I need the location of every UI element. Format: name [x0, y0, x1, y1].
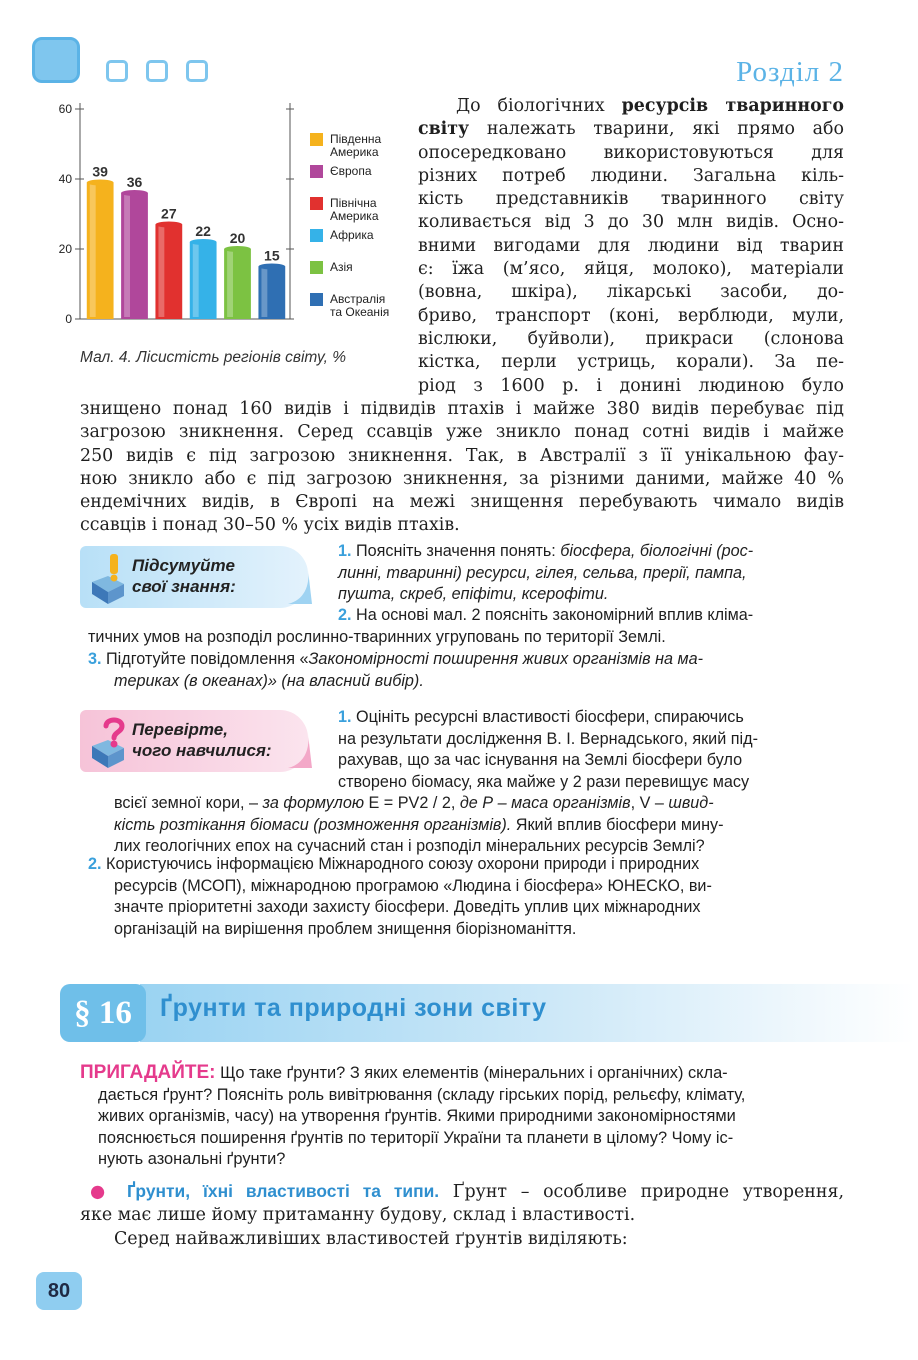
- svg-text:Америка: Америка: [330, 209, 379, 223]
- chart-bar: [190, 239, 217, 319]
- y-tick-label: 20: [58, 242, 72, 256]
- legend-item: [310, 292, 389, 319]
- check-banner: [80, 710, 308, 772]
- intro-line: світу належать тварини, які прямо або: [418, 119, 844, 140]
- svg-text:Азія: Азія: [330, 260, 353, 274]
- chapter-label: Розділ 2: [736, 56, 844, 88]
- check-banner-line: Перевірте,: [132, 720, 228, 739]
- intro-line: опосередковано використовуються для: [418, 142, 844, 163]
- summary-banner-line: Підсумуйте: [132, 556, 235, 575]
- bar-data-label: 27: [161, 205, 177, 222]
- svg-text:Австралія: Австралія: [330, 292, 386, 306]
- legend-item: [310, 196, 379, 223]
- soils-heading: Ґрунти, їхні властивості та типи.: [126, 1181, 440, 1201]
- decorative-square-small: [106, 60, 128, 82]
- page-curl-icon: [286, 550, 312, 604]
- chart-bar: [155, 222, 182, 320]
- intro-paragraph: [418, 95, 844, 398]
- intro-line: кістка, перли устриць, корали). За пе-: [418, 352, 844, 373]
- legend-swatch: [310, 229, 323, 242]
- section-number: § 16: [60, 984, 146, 1042]
- legend-swatch: [310, 165, 323, 178]
- legend-swatch: [310, 293, 323, 306]
- legend-item: [310, 228, 374, 242]
- chart-bar: [87, 180, 114, 320]
- bar-data-label: 36: [126, 174, 143, 190]
- intro-line: є: їжа (м’ясо, яйця, молоко), матеріали: [418, 259, 844, 280]
- y-tick-label: 60: [58, 102, 72, 116]
- bar-data-label: 22: [195, 223, 211, 239]
- summary-task-3: 3. Підготуйте повідомлення «Закономірності поширення живих організмів на ма- териках (в океанах)» (на власний вибір).: [88, 650, 703, 690]
- legend-item: [310, 260, 353, 274]
- legend-swatch: [310, 197, 323, 210]
- legend-item: [310, 164, 372, 178]
- intro-line: різних потреб людини. Загальна кіль-: [418, 165, 844, 186]
- body-line: ендемічних видів, в Європі на межі знищення перебувають чимало видів: [80, 492, 844, 513]
- body-line: загрозою зникнення. Серед ссавців уже зникло понад сотні видів і майже: [80, 422, 844, 443]
- y-tick-label: 40: [58, 172, 72, 186]
- intro-line: ріод з 1600 р. і донині людиною було: [418, 375, 844, 396]
- decorative-square-small: [186, 60, 208, 82]
- recall-block: ПРИГАДАЙТЕ: Що таке ґрунти? З яких елементів (мінеральних і органічних) скла- дається ґрунт? Поясніть роль вивітрювання (складу гірських порід, рельєфу, клімату, живих організмів, часу) на утворення ґрунтів. Якими природними закономірностями пояснюється поширення ґрунтів по території України та планети в цілому? Чому іс- нують азональні ґрунти?: [80, 1062, 746, 1169]
- body-line: ссавців і понад 30–50 % усіх видів птахів.: [80, 515, 460, 536]
- svg-text:та Океанія: та Океанія: [330, 305, 390, 319]
- question-icon: [88, 716, 130, 768]
- intro-line: коливається від 3 до 30 млн видів. Осно-: [418, 212, 844, 233]
- recall-label: ПРИГАДАЙТЕ:: [80, 1062, 216, 1083]
- exclamation-icon: [88, 552, 130, 604]
- check-task-2: 2. Користуючись інформацією Міжнародного союзу охорони природи і природних ресурсів (МСОП), міжнародною програмою «Людина і біосфера» ЮНЕСКО, ви- значте пріоритетні заходи захисту біосфери. Доведіть уплив цих міжнародних організацій на вирішення проблем знищення біорізноманіття.: [88, 855, 712, 938]
- intro-line: бриво, транспорт (коні, верблюди, мули,: [418, 305, 844, 326]
- legend-swatch: [310, 261, 323, 274]
- svg-text:Європа: Європа: [330, 164, 372, 178]
- svg-text:Південна: Південна: [330, 132, 382, 146]
- chart-caption: Мал. 4. Лісистість регіонів світу, %: [80, 349, 347, 366]
- summary-task-1: 1. Поясніть значення понять: біосфера, біологічні (рос- линні, тваринні) ресурси, гілея, сельва, прерії, пампа, пушта, скреб, епіфіти, ксерофіти.: [338, 542, 754, 604]
- intro-line: До біологічних ресурсів тваринного: [456, 96, 844, 116]
- body-line: ною зникло або є під загрозою зникнення, за різними даними, майже 40 %: [80, 468, 844, 489]
- legend-swatch: [310, 133, 323, 146]
- forest-cover-chart: [50, 95, 400, 330]
- summary-banner: [80, 546, 308, 608]
- decorative-square-small: [146, 60, 168, 82]
- chart-bar: [258, 264, 285, 320]
- legend-item: [310, 132, 381, 159]
- chart-bar: [121, 190, 148, 319]
- soils-paragraph: ● Ґрунти, їхні властивості та типи. Ґрунт – особливе природне утворення, яке має лише йому притаманну будову, склад і властивості. Серед найважливіших властивостей ґрунтів виділяють:: [80, 1181, 844, 1249]
- bar-data-label: 15: [264, 247, 280, 264]
- body-line: 250 видів є під загрозою зникнення. Так, в Австралії з її унікальною фау-: [80, 445, 844, 466]
- decorative-square-large: [32, 37, 80, 83]
- page-curl-icon: [286, 714, 312, 768]
- body-line: знищено понад 160 видів і підвидів птахів і майже 380 видів перебуває під: [80, 399, 844, 419]
- intro-continuation: [80, 398, 844, 538]
- y-tick-label: 0: [65, 312, 72, 326]
- check-task-1: 1. Оцініть ресурсні властивості біосфери, спираючись на результати дослідження В. І. Вернадського, який під- рахував, що за час існування на Землі біосфери було створено біомасу, яка майже у 2 рази перевищує масу: [338, 708, 758, 791]
- intro-line: вними вигодами для людини від тварин: [418, 235, 844, 256]
- section-title: Ґрунти та природні зони світу: [160, 994, 547, 1022]
- check-banner-line: чого навчилися:: [132, 741, 272, 760]
- bullet-icon: ●: [90, 1182, 114, 1202]
- check-task-1-cont: всієї земної кори, – за формулою Е = PV2 / 2, де Р – маса організмів, V – швид- кість розтікання біомаси (розмноження організмів). Який вплив біосфери мину- лих геологічних епох на сучасний стан і розподіл мінеральних ресурсів Землі?: [114, 794, 724, 856]
- chart-bar: [224, 246, 251, 319]
- svg-text:Північна: Північна: [330, 196, 377, 210]
- svg-text:Америка: Америка: [330, 145, 379, 159]
- page-number: 80: [36, 1272, 82, 1310]
- bar-data-label: 39: [92, 163, 108, 180]
- intro-line: віслюки, буйволи), прикраси (слонова: [418, 328, 844, 349]
- svg-text:Африка: Африка: [330, 228, 374, 242]
- bar-data-label: 20: [229, 230, 246, 246]
- intro-line: (вовна, шкіра), лікарські засоби, до-: [418, 282, 844, 303]
- summary-banner-line: свої знання:: [132, 577, 236, 596]
- summary-task-2: 2. На основі мал. 2 поясніть закономірний вплив кліма- тичних умов на розподіл рослинно-тваринних угруповань по території Землі.: [88, 606, 754, 646]
- intro-line: кість представників тваринного світу: [418, 189, 844, 210]
